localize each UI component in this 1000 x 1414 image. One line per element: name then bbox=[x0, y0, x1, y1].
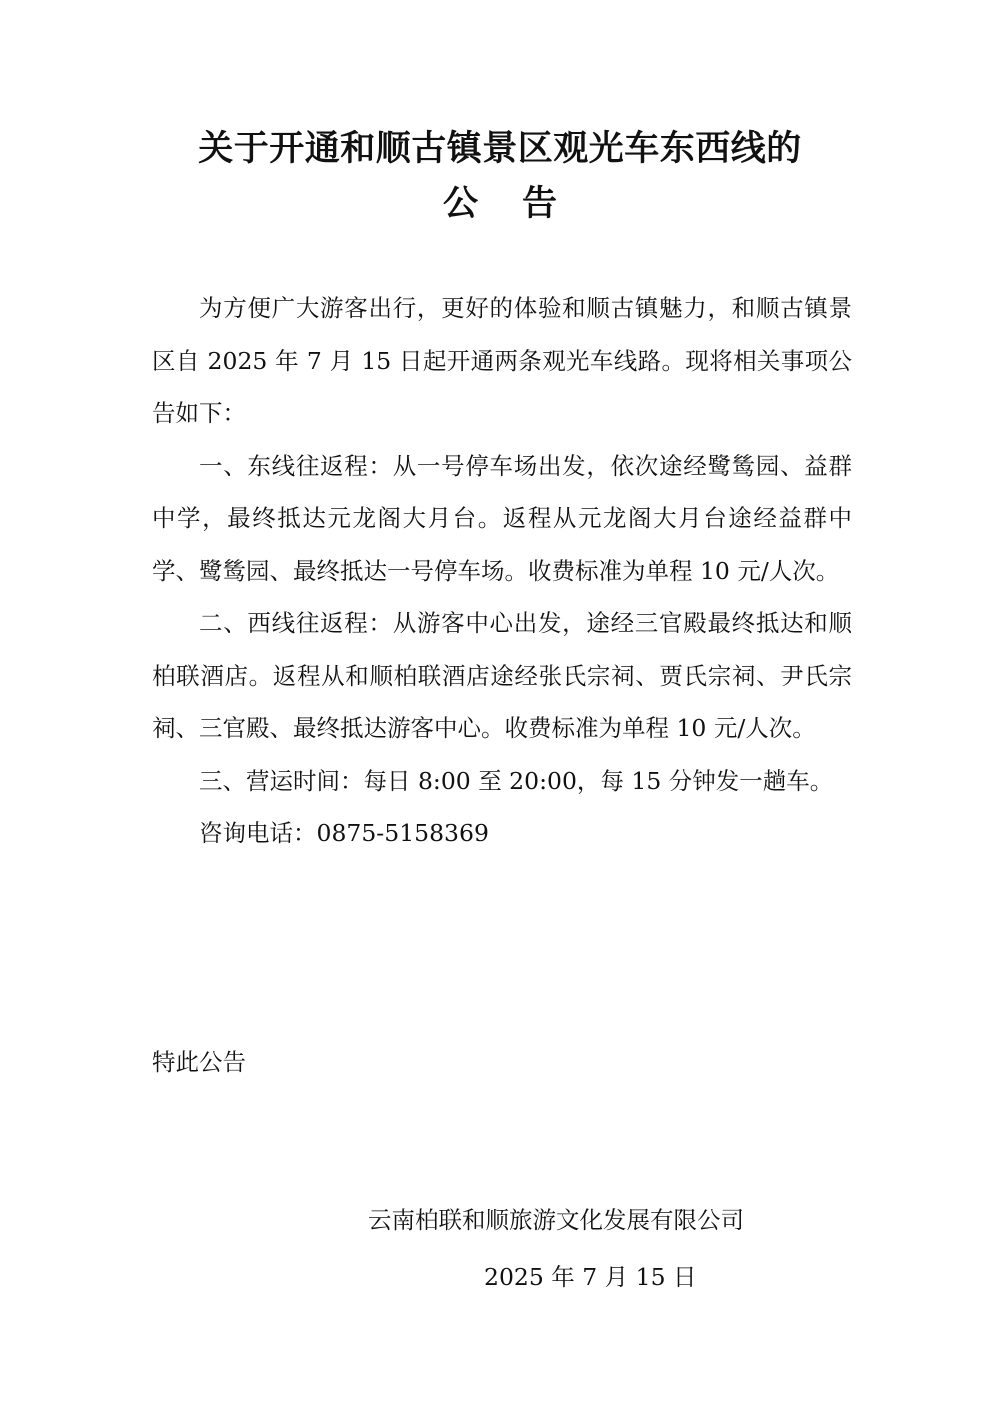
issue-date: 2025 年 7 月 15 日 bbox=[484, 1263, 697, 1291]
closing-remark: 特此公告 bbox=[152, 1048, 246, 1076]
document-title-notice: 公告 bbox=[442, 184, 601, 224]
document-title: 关于开通和顺古镇景区观光车东西线的 bbox=[198, 129, 802, 169]
issuer-organization: 云南柏联和顺旅游文化发展有限公司 bbox=[368, 1206, 744, 1234]
document-body bbox=[152, 282, 852, 860]
west-line-paragraph: 二、西线往返程：从游客中心出发，途经三官殿最终抵达和顺柏联酒店。返程从和顺柏联酒店途经张氏宗祠、贾氏宗祠、尹氏宗祠、三官殿、最终抵达游客中心。收费标准为单程 10 元/人次。 bbox=[152, 609, 852, 742]
operating-hours-paragraph: 三、营运时间：每日 8:00 至 20:00，每 15 分钟发一趟车。 bbox=[199, 766, 834, 795]
contact-phone-paragraph: 咨询电话：0875-5158369 bbox=[199, 819, 489, 847]
intro-paragraph: 为方便广大游客出行，更好的体验和顺古镇魅力，和顺古镇景区自 2025 年 7 月 15 日起开通两条观光车线路。现将相关事项公告如下： bbox=[152, 294, 852, 427]
east-line-paragraph: 一、东线往返程：从一号停车场出发，依次途经鹭鸶园、益群中学，最终抵达元龙阁大月台。返程从元龙阁大月台途经益群中学、鹭鸶园、最终抵达一号停车场。收费标准为单程 10 元/人次。 bbox=[152, 451, 852, 585]
